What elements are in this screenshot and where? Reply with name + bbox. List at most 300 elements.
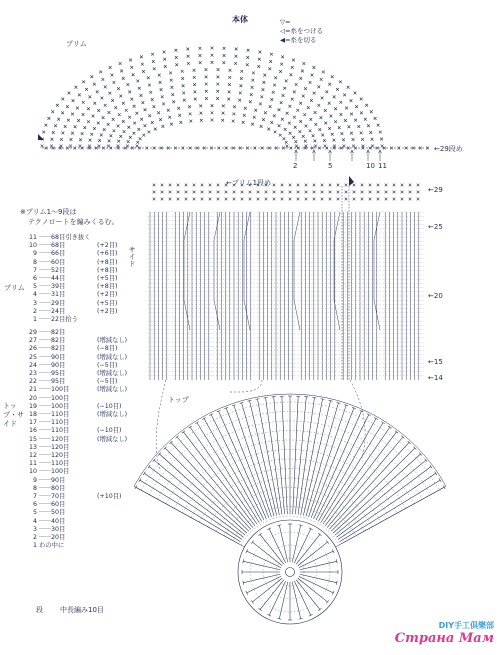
brim-stitch [179, 121, 182, 124]
side-row29-stitch [169, 184, 172, 187]
side-row29-stitch [289, 191, 292, 194]
row-number: 15 [28, 435, 37, 443]
brim-stitch [119, 135, 122, 138]
row-stitch-count: ······100目 [39, 394, 70, 402]
brim-stitch [152, 60, 155, 63]
brim-stitch [364, 118, 367, 121]
brim-stitch [144, 124, 147, 127]
brim-stitch [311, 74, 314, 77]
side-row29-stitch [369, 191, 372, 194]
brim-stitch [75, 86, 78, 89]
brim-stitch [51, 110, 54, 113]
brim-stitch [102, 116, 105, 119]
brim-stitch [119, 62, 122, 65]
side-row28-stitch [345, 198, 348, 201]
brim-stitch [285, 80, 288, 83]
side-row29-stitch [177, 191, 180, 194]
brim-stitch [303, 113, 306, 116]
brim-stitch [251, 123, 254, 126]
brim-stitch [260, 125, 263, 128]
brim-stitch [193, 83, 196, 86]
brim-stitch [188, 105, 191, 108]
row-number: 4 [32, 291, 37, 299]
row-change: (増減なし) [97, 337, 128, 345]
brim-stitch [222, 104, 225, 107]
side-row29-stitch [225, 184, 228, 187]
brim-stitch [153, 67, 156, 70]
brim-mark-5: 5 [328, 162, 333, 170]
stitch-top-bar [264, 397, 268, 398]
brim-stitch [137, 128, 140, 131]
brim-stitch [296, 109, 299, 112]
stitch-top-bar [135, 485, 137, 489]
brim-stitch [177, 107, 180, 110]
row-stitch-count: ······66目 [39, 250, 66, 258]
brim-stitch [189, 113, 192, 116]
side-row29-stitch [201, 191, 204, 194]
top-stitch [274, 397, 285, 514]
brim-stitch [211, 61, 214, 64]
brim-stitch [113, 81, 116, 84]
row-number: 21 [28, 386, 37, 394]
brim-stitch [54, 124, 57, 127]
brim-stitch [295, 83, 298, 86]
brim-stitch [205, 83, 208, 86]
side-row29-stitch [193, 184, 196, 187]
side-row28-stitch [369, 198, 372, 201]
brim-stitch [200, 112, 203, 115]
row-number: 29 [28, 329, 37, 336]
row-change: (−8目) [97, 345, 118, 353]
row-number: 18 [28, 411, 37, 418]
brim-stitch [232, 113, 235, 116]
brim-stitch [343, 93, 346, 96]
brim-stitch [186, 48, 189, 51]
stitch-top-bar [435, 472, 437, 475]
brim-stitch [211, 119, 214, 122]
row-stitch-count: ······95目 [39, 378, 66, 386]
stitch-top-bar [374, 417, 377, 419]
brim-stitch [340, 113, 343, 116]
top-stitch [303, 401, 330, 516]
brim-stitch [132, 73, 135, 76]
side-row29-stitch [417, 191, 420, 194]
row-stitch-count: ······60目 [39, 258, 66, 266]
row-stitch-count: ······82目 [39, 329, 66, 336]
brim-stitch [361, 138, 364, 141]
side-row-29: ←29 [428, 186, 443, 194]
side-row29-stitch [313, 191, 316, 194]
brim-stitch [101, 78, 104, 81]
side-row28-stitch [217, 198, 220, 201]
brim-stitch [97, 122, 100, 125]
brim-stitch [314, 145, 317, 148]
top-stitch [339, 480, 440, 542]
side-row29-stitch [385, 191, 388, 194]
brim-stitch [294, 126, 297, 129]
row-stitch-count: ······70目 [39, 493, 66, 500]
brim-stitch [320, 78, 323, 81]
brim-stitch [279, 134, 282, 137]
brim-stitch [133, 105, 136, 108]
top-stitch [140, 480, 241, 542]
row-stitch-count: ······40目 [39, 517, 66, 525]
brim-stitch [333, 145, 336, 148]
side-row29-stitch [241, 184, 244, 187]
side-row29-stitch [257, 184, 260, 187]
brim-stitch [71, 113, 74, 116]
brim-stitch [253, 116, 256, 119]
stitch-top-bar [143, 472, 145, 475]
brim-stitch [148, 84, 151, 87]
brim-stitch [181, 70, 184, 73]
brim-stitch [298, 130, 301, 133]
brim-stitch [239, 84, 242, 87]
brim-stitch [211, 54, 214, 57]
brim-stitch [135, 112, 138, 115]
note-line2: テクノロートを編みくるむ。 [28, 218, 119, 226]
brim-stitch [340, 132, 343, 135]
row-change: (+2目) [97, 291, 118, 299]
row-change: (増減なし) [97, 370, 128, 377]
brim-stitch [122, 102, 125, 105]
row-change: (−10目) [97, 402, 122, 410]
brim-stitch [182, 92, 185, 95]
brim-stitch [325, 90, 328, 93]
connector-curve [350, 380, 365, 458]
brim-stitch [282, 94, 285, 97]
connector-curve [156, 380, 166, 470]
brim-stitch [211, 47, 214, 50]
row-number: 10 [28, 468, 37, 476]
row-number: 11 [28, 234, 37, 241]
legend-attach-yarn: ◁=糸をつける [280, 27, 323, 35]
row-number: 17 [28, 419, 37, 427]
brim-stitch [261, 88, 264, 91]
brim-stitch [82, 113, 85, 116]
row-stitch-count: ······68目 [39, 242, 66, 250]
brim-stitch [198, 47, 201, 50]
top-stitch [333, 454, 421, 533]
brim-stitch [216, 83, 219, 86]
side-row29-stitch [217, 191, 220, 194]
brim-stitch [336, 88, 339, 91]
brim-stitch [273, 84, 276, 87]
brim-stitch [250, 93, 253, 96]
brim-stitch [251, 86, 254, 89]
side-row28-stitch [209, 198, 212, 201]
side-row29-stitch [337, 191, 340, 194]
side-row28-stitch [265, 198, 268, 201]
brim-stitch [108, 92, 111, 95]
row-change: (+8目) [97, 283, 118, 291]
row-number: 23 [28, 370, 37, 377]
brim-stitch [181, 77, 184, 80]
row-stitch-count: ······52目 [39, 266, 66, 274]
brim-stitch [79, 138, 82, 141]
brim-stitch [120, 70, 123, 73]
brim-stitch [101, 97, 104, 100]
brim-stitch [123, 130, 126, 133]
brim-stitch [317, 104, 320, 107]
side-row29-stitch [329, 184, 332, 187]
side-row29-stitch [241, 191, 244, 194]
stitch-top-bar [256, 399, 260, 400]
brim-stitch [154, 128, 157, 131]
brim-stitch [56, 104, 59, 107]
brim-stitch [175, 56, 178, 59]
top-stitch [177, 437, 253, 528]
brim-stitch [254, 109, 257, 112]
brim-stitch [321, 97, 324, 100]
brim-stitch [355, 105, 358, 108]
stitch-top-bar [195, 422, 198, 424]
brim-stitch [199, 104, 202, 107]
brim-stitch [170, 123, 173, 126]
side-row28-stitch [305, 198, 308, 201]
brim-stitch [258, 58, 261, 61]
brim-stitch [322, 71, 325, 74]
brim-stitch [216, 97, 219, 100]
stitch-top-bar [439, 478, 441, 481]
brim-stitch [211, 104, 214, 107]
side-row29-stitch [233, 184, 236, 187]
brim-stitch [380, 138, 383, 141]
side-row28-stitch [201, 198, 204, 201]
brim-stitch [111, 99, 114, 102]
brim-stitch [313, 92, 316, 95]
row-stitch-count: ······100目 [39, 402, 70, 410]
brim-stitch [309, 129, 312, 132]
connector-curve [230, 380, 262, 392]
row-number: 16 [28, 427, 37, 435]
brim-stitch [187, 55, 190, 58]
table-footer-text: 中長編み10目 [60, 606, 104, 614]
brim-stitch [238, 99, 241, 102]
side-row28-stitch [273, 198, 276, 201]
brim-stitch [141, 63, 144, 66]
brim-stitch [240, 77, 243, 80]
brim-stitch [314, 111, 317, 114]
side-row29-stitch [353, 184, 356, 187]
brim-stitch [127, 140, 130, 143]
side-row28-stitch [257, 198, 260, 201]
brim-mark-11: 11 [378, 162, 387, 170]
row-stitch-count: ······50目 [39, 509, 66, 517]
brim-stitch [44, 124, 47, 127]
brim-stitch [148, 114, 151, 117]
brim-stitch [51, 138, 54, 141]
side-row28-stitch [409, 198, 412, 201]
row-stitch-count: ······90目 [39, 353, 66, 361]
brim-stitch [205, 75, 208, 78]
side-row28-stitch [321, 198, 324, 201]
brim-stitch [110, 134, 113, 137]
side-row29-stitch [289, 184, 292, 187]
brim-stitch [93, 102, 96, 105]
brim-stitch [307, 106, 310, 109]
brim-stitch [117, 125, 120, 128]
brim-stitch [291, 98, 294, 101]
brim-stitch [360, 98, 363, 101]
brim-stitch [122, 120, 125, 123]
stitch-top-bar [430, 465, 432, 468]
side-row29-stitch [153, 184, 156, 187]
brim-stitch [172, 100, 175, 103]
brim-stitch [77, 119, 80, 122]
brim-stitch [142, 134, 145, 137]
brim-stitch [170, 79, 173, 82]
row-stitch-count: ······110目 [39, 427, 70, 435]
row-stitch-count: ······60目 [39, 501, 66, 509]
row-stitch-count: ······22目拾う [39, 316, 78, 323]
brim-stitch [312, 134, 315, 137]
brim-stitch [246, 63, 249, 66]
brim-stitch [41, 145, 44, 148]
brim-stitch [262, 81, 265, 84]
top-stitch [341, 487, 444, 544]
brim-stitch [183, 99, 186, 102]
row-change: (+2目) [97, 242, 118, 250]
brim-stitch [82, 101, 85, 104]
side-row28-stitch [225, 198, 228, 201]
brim-stitch [52, 131, 55, 134]
row-change: (+10目) [97, 493, 122, 500]
side-row29-stitch [281, 184, 284, 187]
brim-stitch [269, 60, 272, 63]
brim-stitch [205, 97, 208, 100]
row-number: 20 [28, 394, 37, 402]
top-label: トップ [168, 396, 189, 404]
row-stitch-count: ······120目 [39, 435, 70, 443]
brim-stitch [301, 70, 304, 73]
brim-stitch [182, 84, 185, 87]
side-row28-stitch [241, 198, 244, 201]
brim-stitch [151, 98, 154, 101]
side-row29-stitch [305, 191, 308, 194]
brim-stitch [193, 90, 196, 93]
brim-stitch [175, 63, 178, 66]
brim-stitch [262, 118, 265, 121]
row-change: (増減なし) [97, 353, 128, 361]
brim-stitch [289, 132, 292, 135]
top-stitch [329, 442, 409, 529]
brim-stitch [221, 119, 224, 122]
brim-stitch [321, 134, 324, 137]
brim-stitch [200, 119, 203, 122]
brim-stitch [88, 95, 91, 98]
brim-stitch [339, 101, 342, 104]
brim-stitch [268, 67, 271, 70]
brim-stitch [163, 58, 166, 61]
brim-stitch [295, 145, 298, 148]
brim-stitch [76, 107, 79, 110]
brim-stitch [211, 111, 214, 114]
row-change: (+2目) [97, 307, 118, 315]
brim-stitch [374, 117, 377, 120]
row-stitch-count: ······30目 [39, 525, 66, 533]
brim-mark-2: 2 [293, 162, 298, 170]
brim-stitch [281, 55, 284, 58]
row-stitch-count: ······120目 [39, 443, 70, 451]
brim-stitch [99, 71, 102, 74]
brim-stitch [240, 70, 243, 73]
side-label: サイド [128, 246, 136, 267]
brim-stitch [108, 139, 111, 142]
row-change: (増減なし) [97, 386, 128, 394]
brim-stitch [235, 48, 238, 51]
brim-stitch [140, 94, 143, 97]
brim-stitch [98, 145, 101, 148]
brim-stitch [133, 122, 136, 125]
top-stitch [171, 442, 251, 529]
side-row29-stitch [393, 191, 396, 194]
brim-stitch [109, 66, 112, 69]
brim-stitch [159, 118, 162, 121]
top-stitch [197, 423, 259, 523]
row-number: 7 [32, 266, 37, 274]
side-row29-stitch [409, 184, 412, 187]
side-row29-stitch [401, 191, 404, 194]
brim-stitch [323, 139, 326, 142]
brim-stitch [151, 121, 154, 124]
side-row29-stitch [377, 184, 380, 187]
side-row29-stitch [417, 184, 420, 187]
side-decrease-path [294, 212, 300, 330]
side-row28-stitch [297, 198, 300, 201]
brim-stitch [228, 76, 231, 79]
brim-stitch [144, 108, 147, 111]
brim-stitch [314, 123, 317, 126]
row-stitch-count: わの中に [39, 542, 65, 550]
top-stitch [159, 454, 247, 533]
brim-stitch [272, 91, 275, 94]
brim-stitch [283, 87, 286, 90]
brim-stitch [227, 98, 230, 101]
row-number: 8 [32, 484, 37, 492]
row-stitch-count: ······24目 [39, 307, 66, 315]
brim-stitch [379, 131, 382, 134]
brim-stitch [264, 111, 267, 114]
row-number: 27 [28, 337, 37, 345]
top-stitch [136, 487, 239, 544]
brim-stitch [148, 131, 151, 134]
brim-stitch [304, 87, 307, 90]
brim-stitch [270, 53, 273, 56]
brim-stitch [304, 140, 307, 143]
brim-stitch [294, 140, 297, 143]
brim-stitch [61, 132, 64, 135]
brim-stitch [331, 75, 334, 78]
brim-stitch [217, 75, 220, 78]
brim-stitch [269, 105, 272, 108]
row-change: (+8目) [97, 258, 118, 266]
row-number: 4 [32, 517, 37, 525]
side-row29-stitch [185, 184, 188, 187]
brim-stitch [136, 80, 139, 83]
brim-stitch [85, 88, 88, 91]
brim-stitch [193, 76, 196, 79]
stitch-top-bar [321, 399, 325, 400]
brim-stitch [365, 104, 368, 107]
side-row29-stitch [409, 191, 412, 194]
row-change: (増減なし) [97, 435, 128, 443]
brim-stitch [66, 105, 69, 108]
brim-stitch [160, 88, 163, 91]
brim-row1-label: ←プリム1段め [226, 179, 272, 187]
brim-stitch [299, 102, 302, 105]
side-row29-stitch [233, 191, 236, 194]
